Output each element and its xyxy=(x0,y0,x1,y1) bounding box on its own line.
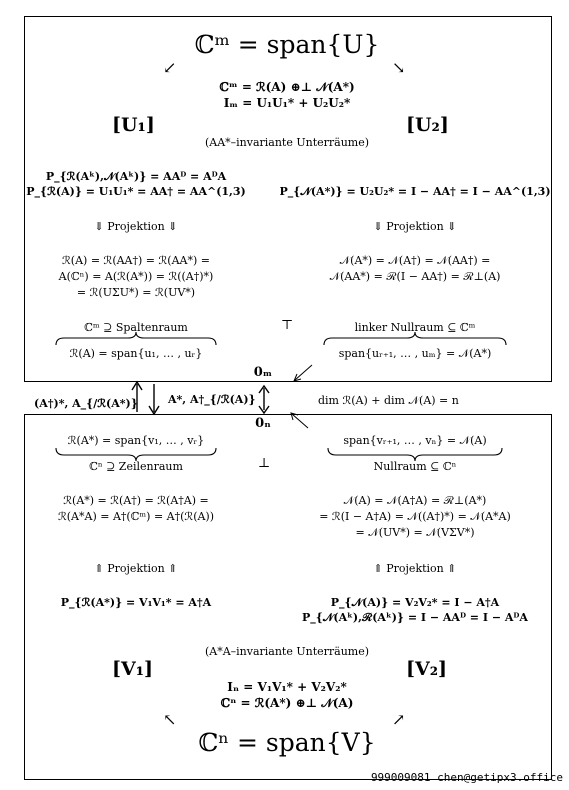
bottom-invariant-label: (A*A–invariante Unterräume) xyxy=(204,645,370,658)
arrow-down-right-icon: ↘ xyxy=(392,58,406,77)
top-null-2: 𝒩(AA*) = ℛ(I − AA†) = ℛ⊥(A) xyxy=(329,270,501,283)
top-projektion-left: ⇓ Projektion ⇓ xyxy=(94,220,178,233)
top-proj-left-1: P_{ℛ(Aᵏ),𝒩(Aᵏ)} = AAᴰ = AᴰA xyxy=(45,170,227,183)
arrow-down-left-icon: ↙ xyxy=(163,58,177,77)
middle-dimension-formula: dim ℛ(A) + dim 𝒩(A) = n xyxy=(318,394,459,407)
bottom-row-space-span: ℛ(A*) = span{v₁, … , vᵣ} xyxy=(67,434,205,447)
braces xyxy=(56,332,506,461)
bottom-left-underbrace xyxy=(56,448,216,461)
bottom-decomposition: ℂⁿ = ℛ(A*) ⊕⊥ 𝒩(A) xyxy=(220,696,354,710)
bottom-proj-right-1: P_{𝒩(A)} = V₂V₂* = I − A†A xyxy=(330,596,500,609)
arrow-up-right-icon: ↗ xyxy=(392,710,406,729)
top-range-1: ℛ(A) = ℛ(AA†) = ℛ(AA*) = xyxy=(62,254,210,267)
top-column-space-label: ℂᵐ ⊇ Spaltenraum xyxy=(84,321,188,334)
top-proj-right: P_{𝒩(A*)} = U₂U₂* = I − AA† = I − AA^(1,3) xyxy=(279,185,551,198)
top-range-3: = ℛ(UΣU*) = ℛ(UV*) xyxy=(76,286,196,299)
bottom-proj-left: P_{ℛ(A*)} = V₁V₁* = A†A xyxy=(60,596,212,609)
bottom-zero-vector: 0ₙ xyxy=(255,416,271,431)
top-perp-symbol: ⊤ xyxy=(280,318,294,333)
middle-left-maps: (A†)*, A_{/ℛ(A*)} xyxy=(34,397,138,410)
top-identity: Iₘ = U₁U₁* + U₂U₂* xyxy=(223,96,351,110)
top-right-label: [U₂] xyxy=(406,114,449,136)
top-title: ℂᵐ = span{U} xyxy=(194,30,380,59)
bottom-perp-symbol: ⊥ xyxy=(257,456,271,471)
pointer-to-zero-n xyxy=(292,414,308,428)
bottom-title: ℂⁿ = span{V} xyxy=(198,728,376,757)
signature: 999009081 chen@getipx3.office xyxy=(370,771,563,784)
bottom-null-3: = 𝒩(UV*) = 𝒩(VΣV*) xyxy=(355,526,475,539)
bottom-projektion-left: ⇑ Projektion ⇑ xyxy=(94,562,178,575)
bottom-row-space-label: ℂⁿ ⊇ Zeilenraum xyxy=(89,460,183,473)
bottom-projektion-right: ⇑ Projektion ⇑ xyxy=(373,562,457,575)
map-arrows xyxy=(132,382,269,414)
top-left-null-label: linker Nullraum ⊆ ℂᵐ xyxy=(354,321,476,334)
pointer-to-zero-m xyxy=(295,365,312,380)
top-proj-left-2: P_{ℛ(A)} = U₁U₁* = AA† = AA^(1,3) xyxy=(26,185,246,198)
middle-right-maps: A*, A†_{/ℛ(A)} xyxy=(168,393,256,406)
top-null-1: 𝒩(A*) = 𝒩(A†) = 𝒩(AA†) = xyxy=(339,254,491,267)
bottom-null-1: 𝒩(A) = 𝒩(A†A) = ℛ⊥(A*) xyxy=(343,494,487,507)
bottom-null-2: = ℛ(I − A†A) = 𝒩((A†)*) = 𝒩(A*A) xyxy=(319,510,511,523)
pointer-arrows xyxy=(291,365,312,428)
bottom-right-underbrace xyxy=(328,448,502,461)
bottom-identity: Iₙ = V₁V₁* + V₂V₂* xyxy=(227,680,347,694)
top-column-space-span: ℛ(A) = span{u₁, … , uᵣ} xyxy=(69,347,203,360)
bottom-proj-right-2: P_{𝒩(Aᵏ),ℛ(Aᵏ)} = I − AAᴰ = I − AᴰA xyxy=(302,611,528,624)
top-invariant-label: (AA*–invariante Unterräume) xyxy=(204,136,370,149)
bottom-right-label: [V₂] xyxy=(406,658,448,680)
bottom-range-2: ℛ(A*A) = A†(ℂᵐ) = A†(ℛ(A)) xyxy=(57,510,215,523)
top-left-label: [U₁] xyxy=(112,114,155,136)
top-range-2: A(ℂⁿ) = A(ℛ(A*)) = ℛ((A†)*) xyxy=(58,270,214,283)
top-left-null-span: span{uᵣ₊₁, … , uₘ} = 𝒩(A*) xyxy=(338,347,492,360)
top-zero-vector: 0ₘ xyxy=(253,365,273,380)
top-right-overbrace xyxy=(324,332,506,345)
bottom-null-space-label: Nullraum ⊆ ℂⁿ xyxy=(373,460,457,473)
bottom-range-1: ℛ(A*) = ℛ(A†) = ℛ(A†A) = xyxy=(63,494,209,507)
top-left-overbrace xyxy=(56,332,216,345)
bottom-left-label: [V₁] xyxy=(112,658,154,680)
bottom-null-space-span: span{vᵣ₊₁, … , vₙ} = 𝒩(A) xyxy=(343,434,487,447)
top-decomposition: ℂᵐ = ℛ(A) ⊕⊥ 𝒩(A*) xyxy=(219,80,355,94)
arrow-up-left-icon: ↖ xyxy=(163,710,177,729)
top-projektion-right: ⇓ Projektion ⇓ xyxy=(373,220,457,233)
